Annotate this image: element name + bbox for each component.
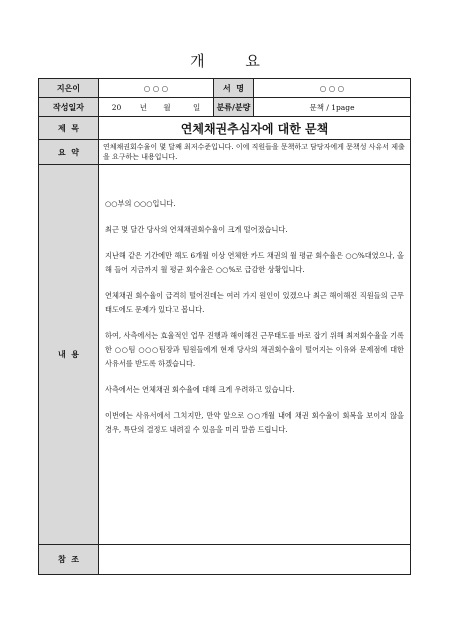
- date-day: 일: [192, 102, 201, 112]
- writer-value: ○ ○ ○: [99, 79, 214, 98]
- title-value: ○ ○ ○: [254, 79, 411, 98]
- content-paragraph: 지난해 같은 기간에만 해도 6개월 이상 연체한 카드 채권의 월 평균 회수율은 ○○%대였으나, 올해 들어 지금까지 월 평균 회수율은 ○○%로 급감한 상황입니다.: [105, 251, 404, 274]
- category-label: 분류/분량: [214, 98, 254, 117]
- subject-row: [39, 117, 411, 140]
- category-value: 문책 / 1page: [254, 98, 411, 117]
- date-label: 작성일자: [39, 98, 99, 117]
- date-month: 월: [163, 102, 171, 112]
- content-label: 내 용: [39, 165, 99, 545]
- writer-row: [39, 79, 411, 98]
- title-label: 서 명: [214, 79, 254, 98]
- reference-label: 참 조: [39, 545, 99, 575]
- summary-label: 요 약: [39, 140, 99, 165]
- reference-row: [39, 545, 411, 575]
- date-value: [99, 98, 214, 117]
- date-row: [39, 98, 411, 117]
- content-paragraph: 하여, 사측에서는 효율적인 업무 진행과 해이해진 근무태도를 바로 잡기 위해 최저회수율을 기록한 ○○팀 ○○○팀장과 팀원들에게 현재 당사의 채권회수율이 떨어지는 이유와 문제점에 대한 사유서를 받도록 하겠습니다.: [105, 331, 404, 368]
- subject-label: 제 목: [39, 117, 99, 140]
- content-paragraph: 연체채권 회수율이 급격히 떨어진데는 여러 가지 원인이 있겠으나 최근 해이해진 직원들의 근무태도에도 문제가 있다고 봅니다.: [105, 291, 404, 314]
- content-paragraph: ○○부의 ○○○입니다.: [105, 199, 176, 208]
- document-title: 개 요: [190, 52, 278, 70]
- date-prefix: 20: [111, 102, 122, 112]
- summary-row: [39, 140, 411, 165]
- content-body: [99, 165, 411, 545]
- summary-value: 연체채권회수율이 몇 달째 최저수준입니다. 이에 직원들을 문책하고 담당자에게 문책성 사유서 제출을 요구하는 내용입니다.: [99, 140, 411, 165]
- content-paragraph: 사측에서는 연체채권 회수율에 대해 크게 우려하고 있습니다.: [105, 385, 295, 394]
- reference-value: [99, 545, 411, 575]
- content-paragraph: 최근 몇 달간 당사의 연체채권회수율이 크게 떨어졌습니다.: [105, 225, 288, 234]
- subject-value: 연체채권추심자에 대한 문책: [99, 117, 411, 140]
- writer-label: 지은이: [39, 79, 99, 98]
- content-paragraph: 이번에는 사유서에서 그치지만, 만약 앞으로 ○○개월 내에 채권 회수율이 회복을 보이지 않을 경우, 특단의 결정도 내려질 수 있음을 미리 말씀 드립니다.: [105, 411, 404, 434]
- summary-form-table: [38, 78, 411, 575]
- content-row: [39, 165, 411, 545]
- date-year: 년: [139, 102, 147, 112]
